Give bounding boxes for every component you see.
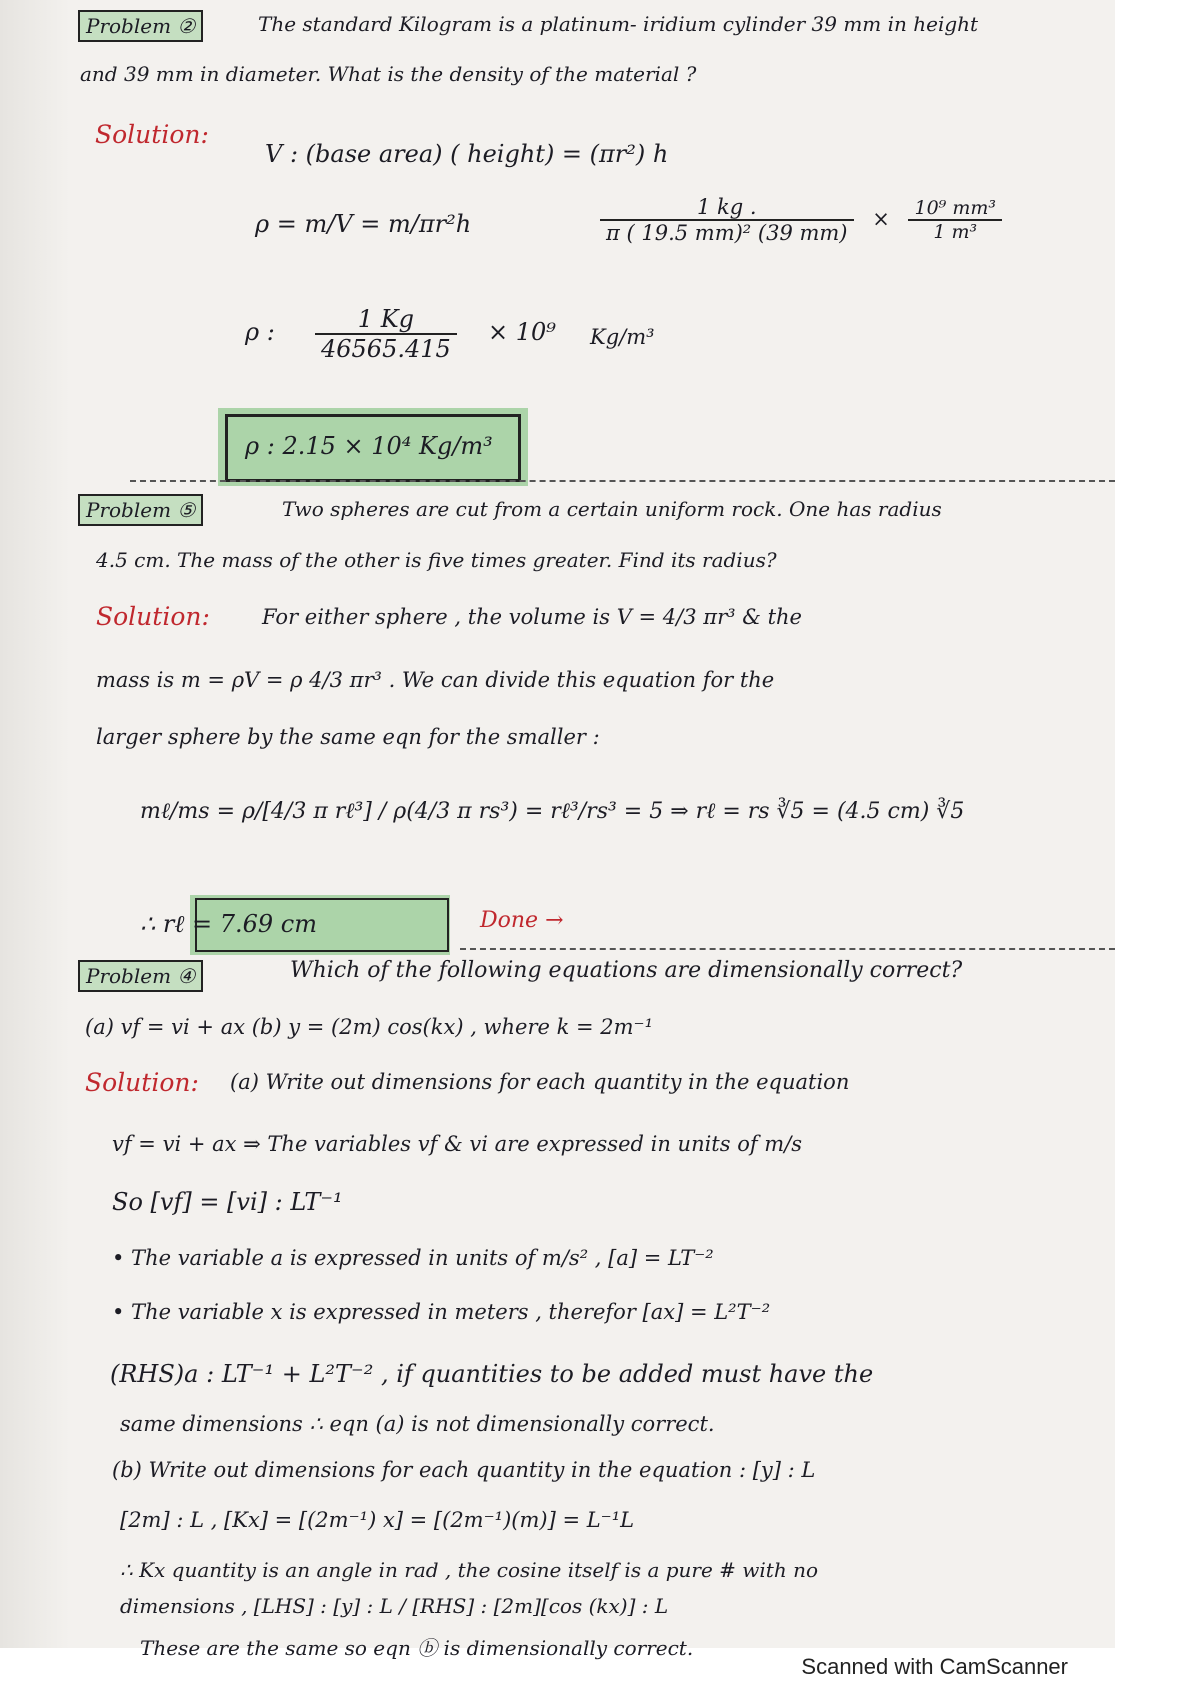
problem-2-label: Problem ②: [78, 10, 203, 42]
solution-b-line-3: ∴ Kx quantity is an angle in rad , the cosine itself is a pure # with no: [120, 1558, 818, 1582]
solution-a-line-5: • The variable x is expressed in meters , therefor [ax] = L²T⁻²: [112, 1300, 771, 1324]
density-formula: ρ = m/V = m/πr²h: [255, 210, 472, 238]
problem-5-label: Problem ⑤: [78, 494, 203, 526]
density-unit: Kg/m³: [590, 325, 655, 349]
problem-2-statement-2: and 39 mm in diameter. What is the density of the material ?: [80, 62, 697, 86]
mass-ratio-equation: mℓ/ms = ρ/[4/3 π rℓ³] / ρ(4/3 π rs³) = rℓ³/rs³ = 5 ⇒ rℓ = rs ∛5 = (4.5 cm) ∛5: [140, 799, 965, 824]
volume-equation: V : (base area) ( height) = (πr²) h: [265, 140, 669, 168]
solution-b-line-4: dimensions , [LHS] : [y] : L / [RHS] : [2m][cos (kx)] : L: [120, 1594, 669, 1618]
density-step-denominator: 46565.415: [321, 335, 451, 363]
problem-4-solution-label: Solution:: [85, 1068, 199, 1097]
page-shadow: [0, 0, 70, 1698]
solution-a-line-4: • The variable a is expressed in units of m/s² , [a] = LT⁻²: [112, 1246, 714, 1270]
solution-a-line-3: So [vf] = [vi] : LT⁻¹: [112, 1188, 343, 1216]
scanned-page: Problem ② The standard Kilogram is a platinum- iridium cylinder 39 mm in height and 39 mm in diameter. What is the density of the material ? Solution: V : (base area) ( height) = (πr²) h ρ = m/V = m/πr²h $\frac{1 kg .}{\text{π ( 19.5 mm)² (39 mm)}}$ × $\frac{\text{10⁹ mm³}}{\text{1 m³}}$ ρ : $\frac{1 Kg}{46565.415}$ × 10⁹ Kg/m³ ρ : 2.15 × 10⁴ Kg/m³ Problem ⑤ Two spheres are cut from a certain uniform rock. One has radius 4.5 cm. The mass of the other is five times greater. Find its radius? Solution: For either sphere , the volume is V = 4/3 πr³ & the mass is m = ρV = ρ 4/3 πr³ . We can divide this equation for the larger sphere by the same eqn for the smaller : mℓ/ms = ρ/[4/3 π rℓ³] / ρ(4/3 π rs³) = rℓ³/rs³ = 5 ⇒ rℓ = rs ∛5 = (4.5 cm) ∛5 ∴ rℓ = 7.69 cm Done → Problem ④ Which of the following equations are dimensionally correct? (a) vf = vi + ax (b) y = (2m) cos(kx) , where k = 2m⁻¹ Solution: (a) Write out dimensions for each quantity in the equation vf = vi + ax ⇒ The variables vf & vi are expressed in units of m/s So [vf] = [vi] : LT⁻¹ • The variable a is expressed in units of m/s² , [a] = LT⁻² • The variable x is expressed in meters , therefor [ax] = L²T⁻² (RHS)a : LT⁻¹ + L²T⁻² , if quantities to be added must have the same dimensions ∴ eqn (a) is not dimensionally correct. (b) Write out dimensions for each quantity in the equation : [y] : L [2m] : L , [Kx] = [(2m⁻¹) x] = [(2m⁻¹)(m)] = L⁻¹L ∴ Kx quantity is an angle in rad , the cosine itself is a pure # with no dimensions , [LHS] : [y] : L / [RHS] : [2m][cos (kx)] : L These are the same so eqn ⓑ is dimensionally correct. Scanned with CamScanner: [0, 0, 1200, 1698]
problem-5-line-3: larger sphere by the same eqn for the smaller :: [96, 725, 600, 749]
problem-5-statement-2: 4.5 cm. The mass of the other is five times greater. Find its radius?: [96, 548, 777, 572]
problem-4-statement-2: (a) vf = vi + ax (b) y = (2m) cos(kx) , where k = 2m⁻¹: [85, 1015, 654, 1039]
separator-2: [460, 948, 1115, 951]
density-fraction: $\frac{1 kg .}{\text{π ( 19.5 mm)² (39 mm)}}$ × $\frac{\text{10⁹ mm³}}{\text{1 m³}}$: [600, 195, 1002, 245]
done-text: Done: [480, 908, 539, 933]
solution-a-line-7: same dimensions ∴ eqn (a) is not dimensionally correct.: [120, 1412, 715, 1436]
problem-5-answer: ∴ rℓ = 7.69 cm: [140, 910, 317, 938]
solution-a-line-2: vf = vi + ax ⇒ The variables vf & vi are expressed in units of m/s: [112, 1132, 803, 1156]
problem-5-solution-label: Solution:: [96, 602, 210, 631]
conversion-denominator: 1 m³: [933, 221, 978, 243]
problem-5-line-2: mass is m = ρV = ρ 4/3 πr³ . We can divide this equation for the: [96, 668, 775, 692]
solution-b-line-1: (b) Write out dimensions for each quantity in the equation : [y] : L: [112, 1458, 816, 1482]
density-numerator: 1 kg .: [600, 195, 854, 221]
density-multiplier: × 10⁹: [488, 318, 556, 346]
done-note: [480, 908, 564, 933]
solution-b-line-2: [2m] : L , [Kx] = [(2m⁻¹) x] = [(2m⁻¹)(m)] = L⁻¹L: [120, 1508, 635, 1532]
density-denominator: π ( 19.5 mm)² (39 mm): [606, 221, 848, 245]
solution-b-line-5: These are the same so eqn ⓑ is dimensionally correct.: [140, 1636, 694, 1660]
problem-4-statement-1: Which of the following equations are dimensionally correct?: [290, 958, 963, 983]
separator-1: [130, 480, 1115, 483]
problem-4-label: Problem ④: [78, 960, 203, 992]
density-step-numerator: 1 Kg: [315, 305, 457, 335]
scanner-watermark: Scanned with CamScanner: [789, 1648, 1080, 1686]
problem-2-answer: ρ : 2.15 × 10⁴ Kg/m³: [245, 432, 493, 460]
conversion-numerator: 10⁹ mm³: [908, 197, 1001, 221]
density-step-fraction: [315, 305, 457, 363]
right-margin: [1115, 0, 1200, 1698]
solution-a-line-6: (RHS)a : LT⁻¹ + L²T⁻² , if quantities to be added must have the: [110, 1360, 874, 1388]
problem-5-line-1: For either sphere , the volume is V = 4/3 πr³ & the: [262, 605, 802, 629]
problem-2-statement-1: The standard Kilogram is a platinum- iridium cylinder 39 mm in height: [258, 12, 979, 36]
solution-a-intro: (a) Write out dimensions for each quantity in the equation: [230, 1070, 850, 1094]
arrow-icon: →: [545, 908, 564, 933]
problem-2-solution-label: Solution:: [95, 120, 209, 149]
problem-5-statement-1: Two spheres are cut from a certain uniform rock. One has radius: [282, 497, 942, 521]
